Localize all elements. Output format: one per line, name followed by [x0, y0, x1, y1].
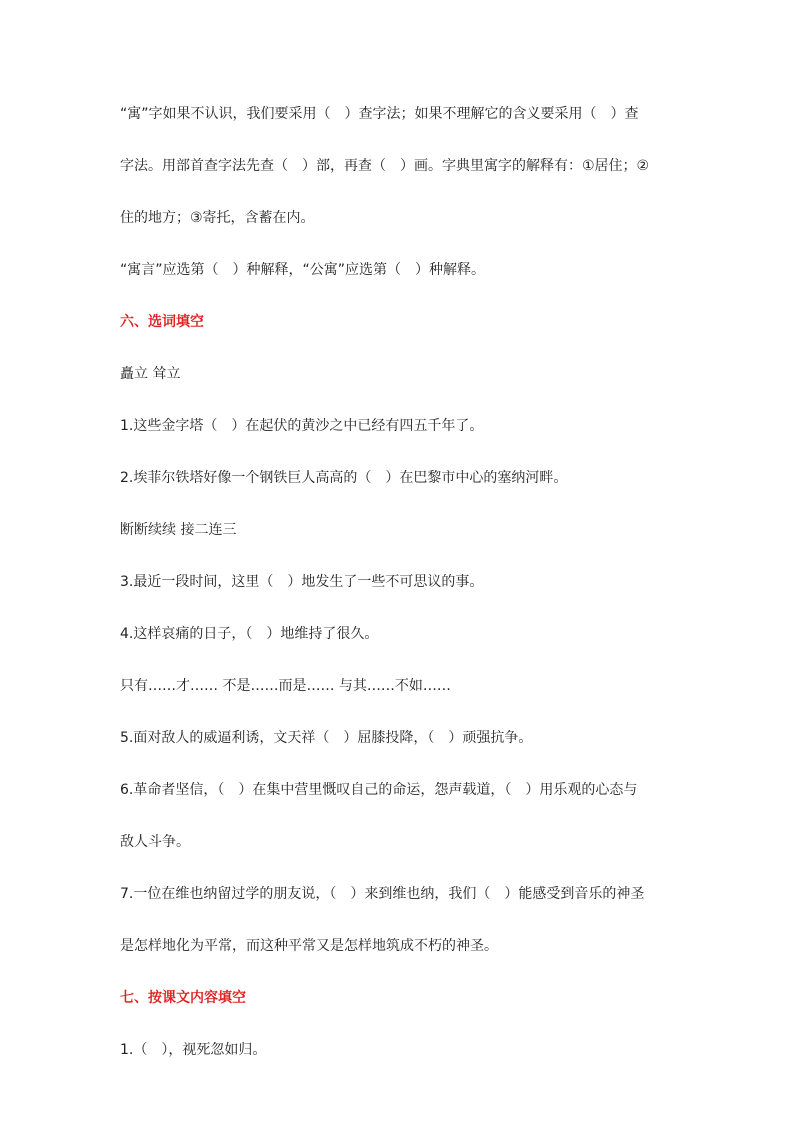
question-1: 1.这些金字塔（ ）在起伏的黄沙之中已经有四五千年了。 [120, 418, 484, 434]
intro-line-1: “寓”字如果不认识，我们要采用（ ）查字法；如果不理解它的含义要采用（ ）查 [120, 106, 639, 122]
question-7-line-2: 是怎样地化为平常，而这种平常又是怎样地筑成不朽的神圣。 [120, 938, 498, 954]
word-group-1: 矗立 耸立 [120, 366, 181, 382]
question-6-line-2: 敌人斗争。 [120, 834, 190, 850]
section-7-question-1: 1.（ ），视死忽如归。 [120, 1042, 267, 1058]
section-6-heading: 六、选词填空 [120, 314, 204, 330]
question-3: 3.最近一段时间，这里（ ）地发生了一些不可思议的事。 [120, 574, 484, 590]
question-5: 5.面对敌人的威逼利诱，文天祥（ ）屈膝投降，（ ）顽强抗争。 [120, 730, 533, 746]
word-group-3: 只有……才…… 不是……而是…… 与其……不如…… [120, 678, 451, 694]
question-6-line-1: 6.革命者坚信，（ ）在集中营里慨叹自己的命运，怨声载道，（ ）用乐观的心态与 [120, 782, 638, 798]
intro-line-2: 字法。用部首查字法先查（ ）部，再查（ ）画。字典里寓字的解释有：①居住；② [120, 158, 650, 174]
document-page [120, 104, 680, 1060]
question-4: 4.这样哀痛的日子，（ ）地维持了很久。 [120, 626, 379, 642]
intro-line-4: “寓言”应选第（ ）种解释，“公寓”应选第（ ）种解释。 [120, 262, 486, 278]
question-7-line-1: 7.一位在维也纳留过学的朋友说，（ ）来到维也纳，我们（ ）能感受到音乐的神圣 [120, 886, 645, 902]
word-group-2: 断断续续 接二连三 [120, 522, 237, 538]
section-7-heading: 七、按课文内容填空 [120, 990, 246, 1006]
question-2: 2.埃菲尔铁塔好像一个钢铁巨人高高的（ ）在巴黎市中心的塞纳河畔。 [120, 470, 568, 486]
intro-line-3: 住的地方；③寄托，含蓄在内。 [120, 210, 315, 226]
